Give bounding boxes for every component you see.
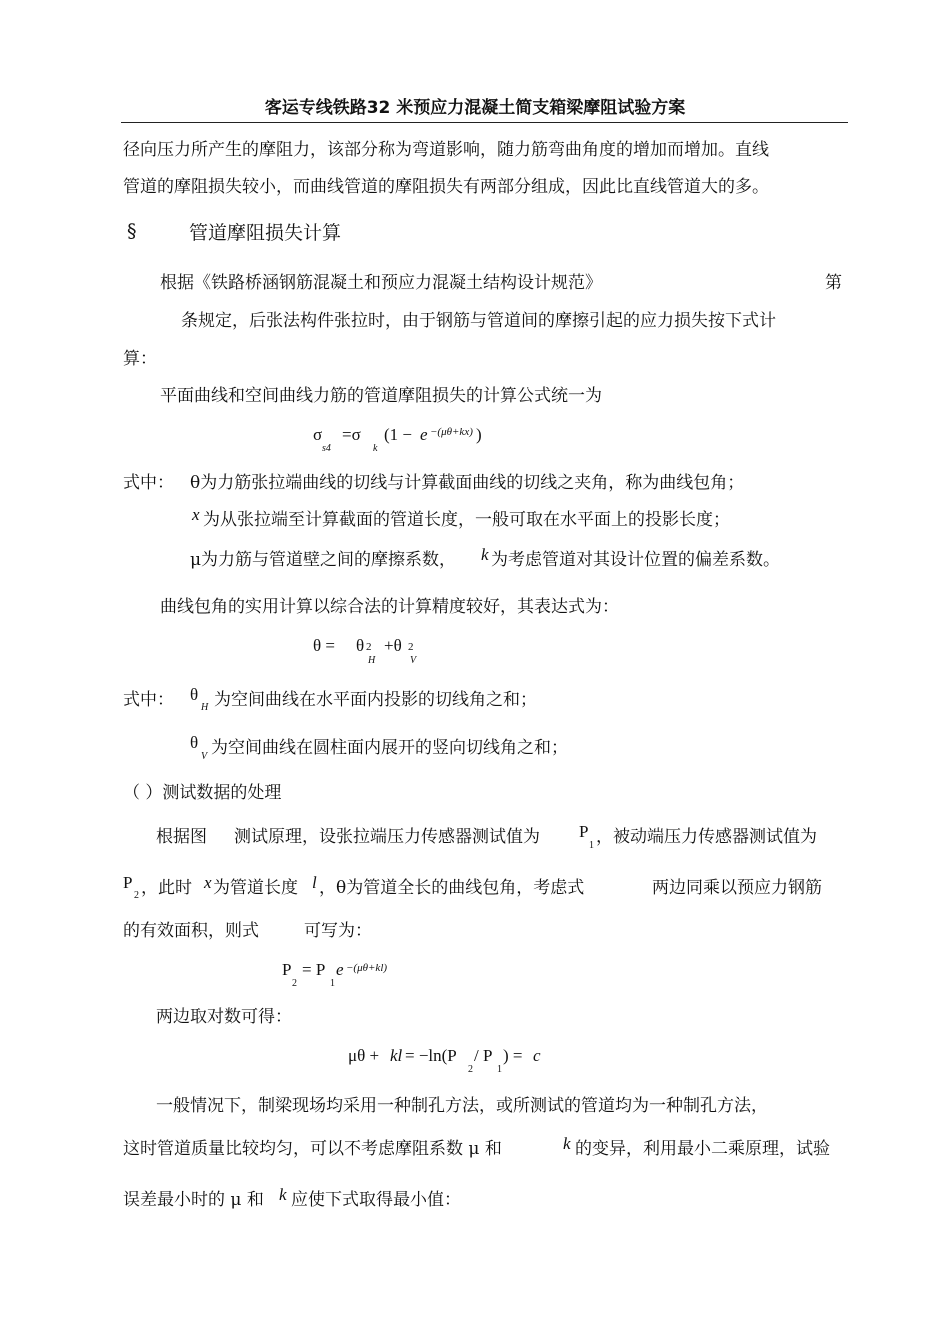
- eq-kl: kl: [390, 1046, 403, 1065]
- paragraph-fragment: 的变异，利用最小二乘原理，试验: [575, 1139, 830, 1159]
- var-k: k: [481, 545, 489, 564]
- page-header-title: 客运专线铁路32 米预应力混凝土简支箱梁摩阻试验方案: [264, 98, 686, 118]
- paragraph-line: 平面曲线和空间曲线力筋的管道摩阻损失的计算公式统一为: [160, 386, 602, 406]
- theta-h-subscript: H: [201, 702, 209, 713]
- eq-exponent: −(μθ+kl): [346, 962, 388, 974]
- paragraph-line: 一般情况下，制梁现场均采用一种制孔方法，或所测试的管道均为一种制孔方法，: [156, 1096, 768, 1116]
- var-k: k: [563, 1134, 571, 1153]
- definition-theta-v: 为空间曲线在圆柱面内展开的竖向切线角之和；: [211, 738, 568, 758]
- paragraph-line: 条规定，后张法构件张拉时，由于钢筋与管道间的摩擦引起的应力损失按下式计: [181, 311, 776, 331]
- eq-theta: θ: [356, 636, 365, 655]
- subsection-heading: （ ）测试数据的处理: [123, 783, 282, 803]
- paragraph-line: 径向压力所产生的摩阻力，该部分称为弯道影响，随力筋弯曲角度的增加而增加。直线: [123, 140, 769, 160]
- eq-subscript: V: [410, 655, 417, 666]
- eq-close: ): [476, 425, 482, 444]
- theta-v-symbol: θ: [190, 733, 199, 752]
- eq-P2: P: [282, 960, 292, 979]
- var-k: k: [279, 1185, 287, 1204]
- section-title: 管道摩阻损失计算: [189, 222, 342, 244]
- paragraph-fragment: 的有效面积，则式: [123, 921, 259, 941]
- var-x: x: [204, 873, 212, 892]
- eq-plus-theta: +θ: [384, 636, 402, 655]
- eq-square: 2: [408, 641, 414, 653]
- eq-ln: = −ln(P: [405, 1046, 457, 1065]
- paragraph-fragment: ，θ为管道全长的曲线包角，考虑式: [319, 878, 585, 898]
- paragraph-fragment: 根据图: [156, 827, 207, 847]
- var-P2: P: [123, 873, 133, 892]
- eq-subscript: 1: [330, 978, 335, 989]
- paragraph-line: 管道的摩阻损失较小，而曲线管道的摩阻损失有两部分组成，因此比直线管道大的多。: [123, 177, 769, 197]
- eq-e: e: [336, 960, 344, 979]
- eq-subscript: s4: [322, 443, 331, 454]
- where-label: 式中：: [123, 473, 174, 493]
- paragraph-fragment: 为管道长度: [213, 878, 298, 898]
- var-P1-subscript: 1: [589, 840, 594, 851]
- eq-square: 2: [366, 641, 372, 653]
- eq-subscript: H: [368, 655, 376, 666]
- section-mark: §: [127, 220, 137, 242]
- paragraph-fragment: ，此时: [141, 878, 192, 898]
- paragraph-fragment: 两边同乘以预应力钢筋: [652, 878, 822, 898]
- eq-equals-P1: = P: [302, 960, 326, 979]
- eq-equals-sigma: =σ: [342, 425, 361, 444]
- var-P2-subscript: 2: [134, 890, 139, 901]
- eq-subscript: 2: [468, 1064, 473, 1075]
- paragraph-fragment: 误差最小时的 μ 和: [123, 1190, 264, 1210]
- eq-subscript: k: [373, 443, 378, 454]
- var-x: x: [192, 505, 200, 524]
- paragraph-line: 两边取对数可得：: [156, 1007, 292, 1027]
- var-l: l: [312, 873, 317, 892]
- header-rule: [121, 122, 848, 123]
- theta-v-subscript: V: [201, 751, 208, 762]
- eq-paren: (1 −: [384, 425, 412, 444]
- eq-slash: / P: [474, 1046, 493, 1065]
- definition-theta-h: 为空间曲线在水平面内投影的切线角之和；: [214, 690, 537, 710]
- definition-mu: μ为力筋与管道壁之间的摩擦系数，: [190, 550, 457, 570]
- definition-x: 为从张拉端至计算截面的管道长度，一般可取在水平面上的投影长度；: [203, 510, 730, 530]
- eq-exponent: −(μθ+kx): [430, 426, 473, 438]
- definition-k: 为考虑管道对其设计位置的偏差系数。: [491, 550, 780, 570]
- paragraph-fragment: ，被动端压力传感器测试值为: [596, 827, 817, 847]
- paragraph-fragment: 应使下式取得最小值：: [291, 1190, 461, 1210]
- paragraph-line: 根据《铁路桥涵钢筋混凝土和预应力混凝土结构设计规范》: [160, 273, 602, 293]
- theta-h-symbol: θ: [190, 685, 199, 704]
- eq-subscript: 2: [292, 978, 297, 989]
- definition-theta: θ为力筋张拉端曲线的切线与计算截面曲线的切线之夹角，称为曲线包角；: [190, 473, 745, 493]
- paragraph-fragment: 测试原理，设张拉端压力传感器测试值为: [234, 827, 540, 847]
- paragraph-line: 算：: [123, 349, 157, 369]
- paragraph-line: 曲线包角的实用计算以综合法的计算精度较好，其表达式为：: [160, 597, 619, 617]
- where-label: 式中：: [123, 690, 174, 710]
- paragraph-fragment: 这时管道质量比较均匀，可以不考虑摩阻系数 μ 和: [123, 1139, 502, 1159]
- eq-theta-equals: θ =: [313, 636, 335, 655]
- eq-subscript: 1: [497, 1064, 502, 1075]
- eq-rhs: ) =: [503, 1046, 523, 1065]
- eq-c: c: [533, 1046, 541, 1065]
- paragraph-fragment: 第: [825, 273, 842, 293]
- var-P1: P: [579, 822, 589, 841]
- eq-sigma: σ: [313, 425, 323, 444]
- eq-e: e: [420, 425, 428, 444]
- eq-mu-theta: μθ +: [348, 1046, 380, 1065]
- paragraph-fragment: 可写为：: [304, 921, 372, 941]
